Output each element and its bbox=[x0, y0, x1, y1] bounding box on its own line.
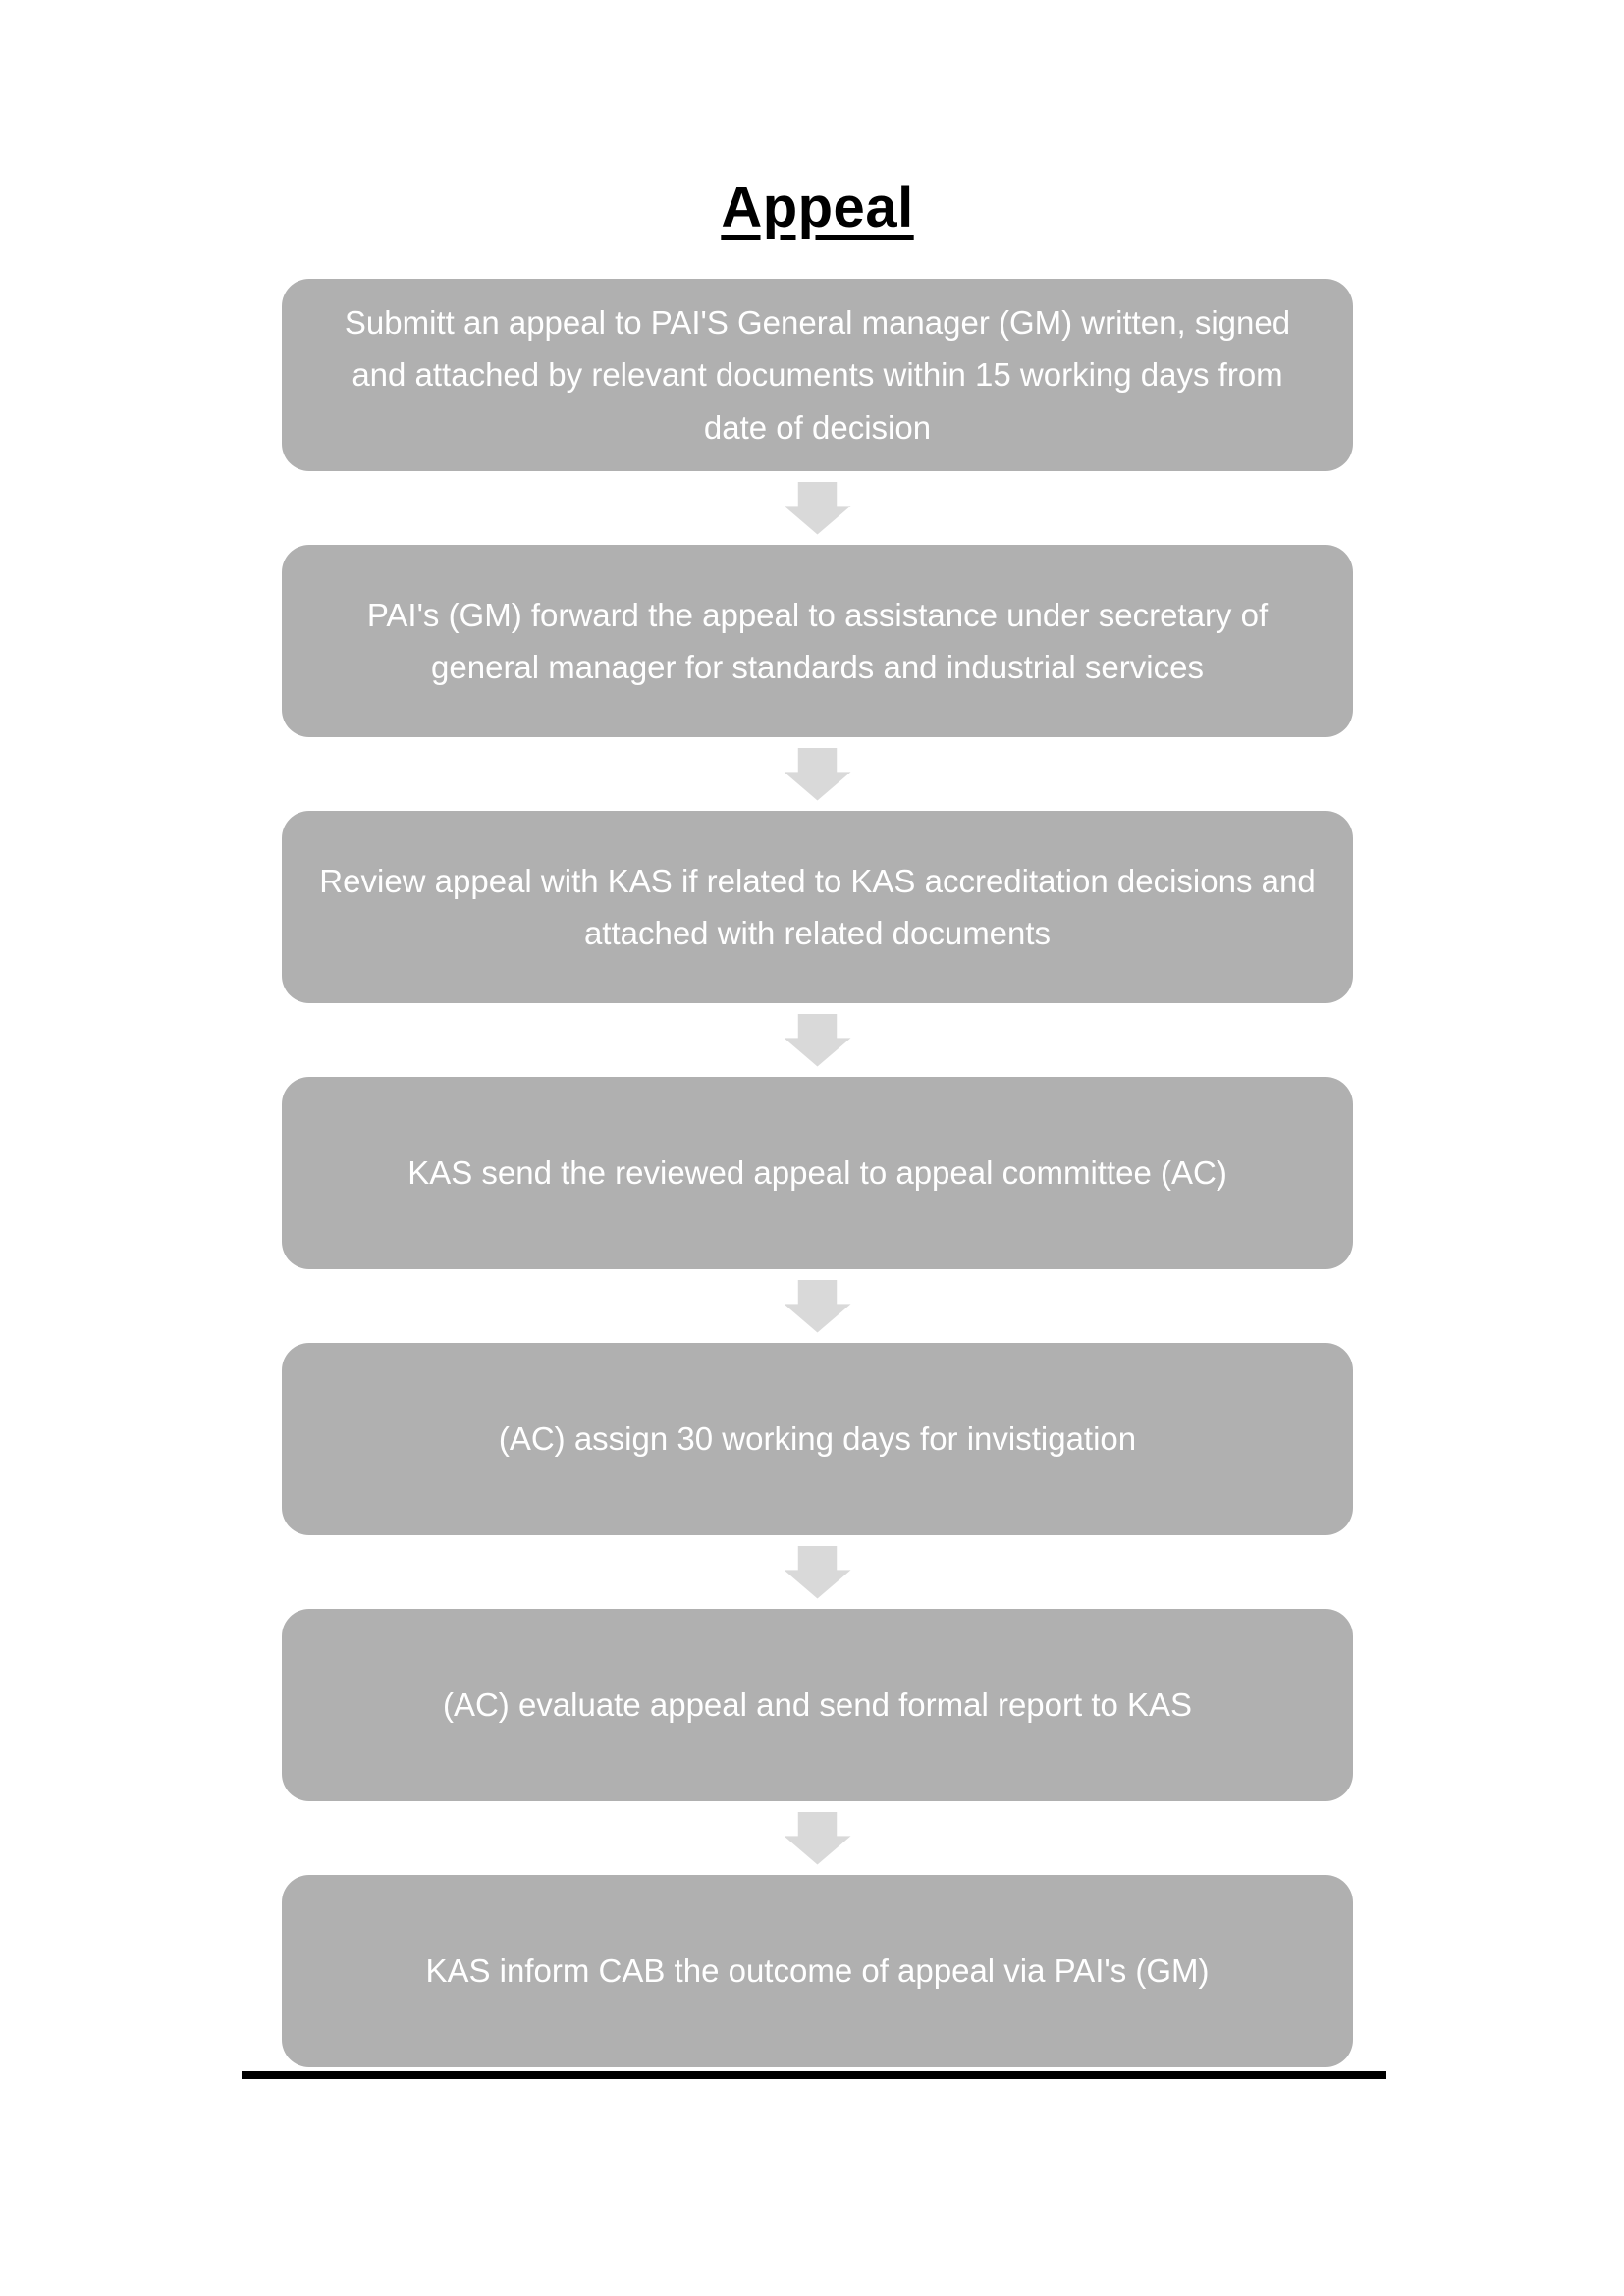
flow-step-gm-forward bbox=[282, 545, 1353, 737]
flow-step-label: (AC) assign 30 working days for invistigation bbox=[498, 1420, 1137, 1458]
flow-step-inform-outcome bbox=[282, 1875, 1353, 2067]
flow-step-evaluate-report bbox=[282, 1609, 1353, 1801]
flow-step-label: Review appeal with KAS if related to KAS accreditation decisions and attached with related documents bbox=[319, 862, 1316, 951]
flow-connector bbox=[282, 1003, 1353, 1077]
down-arrow-icon bbox=[785, 1014, 851, 1067]
flow-step-send-to-committee bbox=[282, 1077, 1353, 1269]
bottom-divider-line bbox=[242, 2071, 1386, 2079]
down-arrow-icon bbox=[785, 1546, 851, 1599]
flowchart bbox=[282, 279, 1353, 2067]
flow-step-label: Submitt an appeal to PAI'S General manager (GM) written, signed and attached by relevant documents within 15 working days from date of decision bbox=[344, 303, 1291, 446]
down-arrow-icon bbox=[785, 1812, 851, 1865]
flow-connector bbox=[282, 1535, 1353, 1609]
flow-step-review-appeal bbox=[282, 811, 1353, 1003]
flow-step-submit-appeal bbox=[282, 279, 1353, 471]
flow-step-label: PAI's (GM) forward the appeal to assistance under secretary of general manager for standards and industrial services bbox=[366, 596, 1269, 685]
flow-step-label: (AC) evaluate appeal and send formal report to KAS bbox=[442, 1686, 1193, 1724]
page-title: Appeal bbox=[721, 176, 914, 240]
flow-connector bbox=[282, 1801, 1353, 1875]
down-arrow-icon bbox=[785, 748, 851, 801]
flow-step-label: KAS send the reviewed appeal to appeal committee (AC) bbox=[407, 1154, 1227, 1192]
flow-connector bbox=[282, 471, 1353, 545]
flow-connector bbox=[282, 1269, 1353, 1343]
down-arrow-icon bbox=[785, 1280, 851, 1333]
down-arrow-icon bbox=[785, 482, 851, 535]
flow-step-label: KAS inform CAB the outcome of appeal via PAI's (GM) bbox=[425, 1952, 1210, 1990]
flow-connector bbox=[282, 737, 1353, 811]
flow-step-assign-days bbox=[282, 1343, 1353, 1535]
